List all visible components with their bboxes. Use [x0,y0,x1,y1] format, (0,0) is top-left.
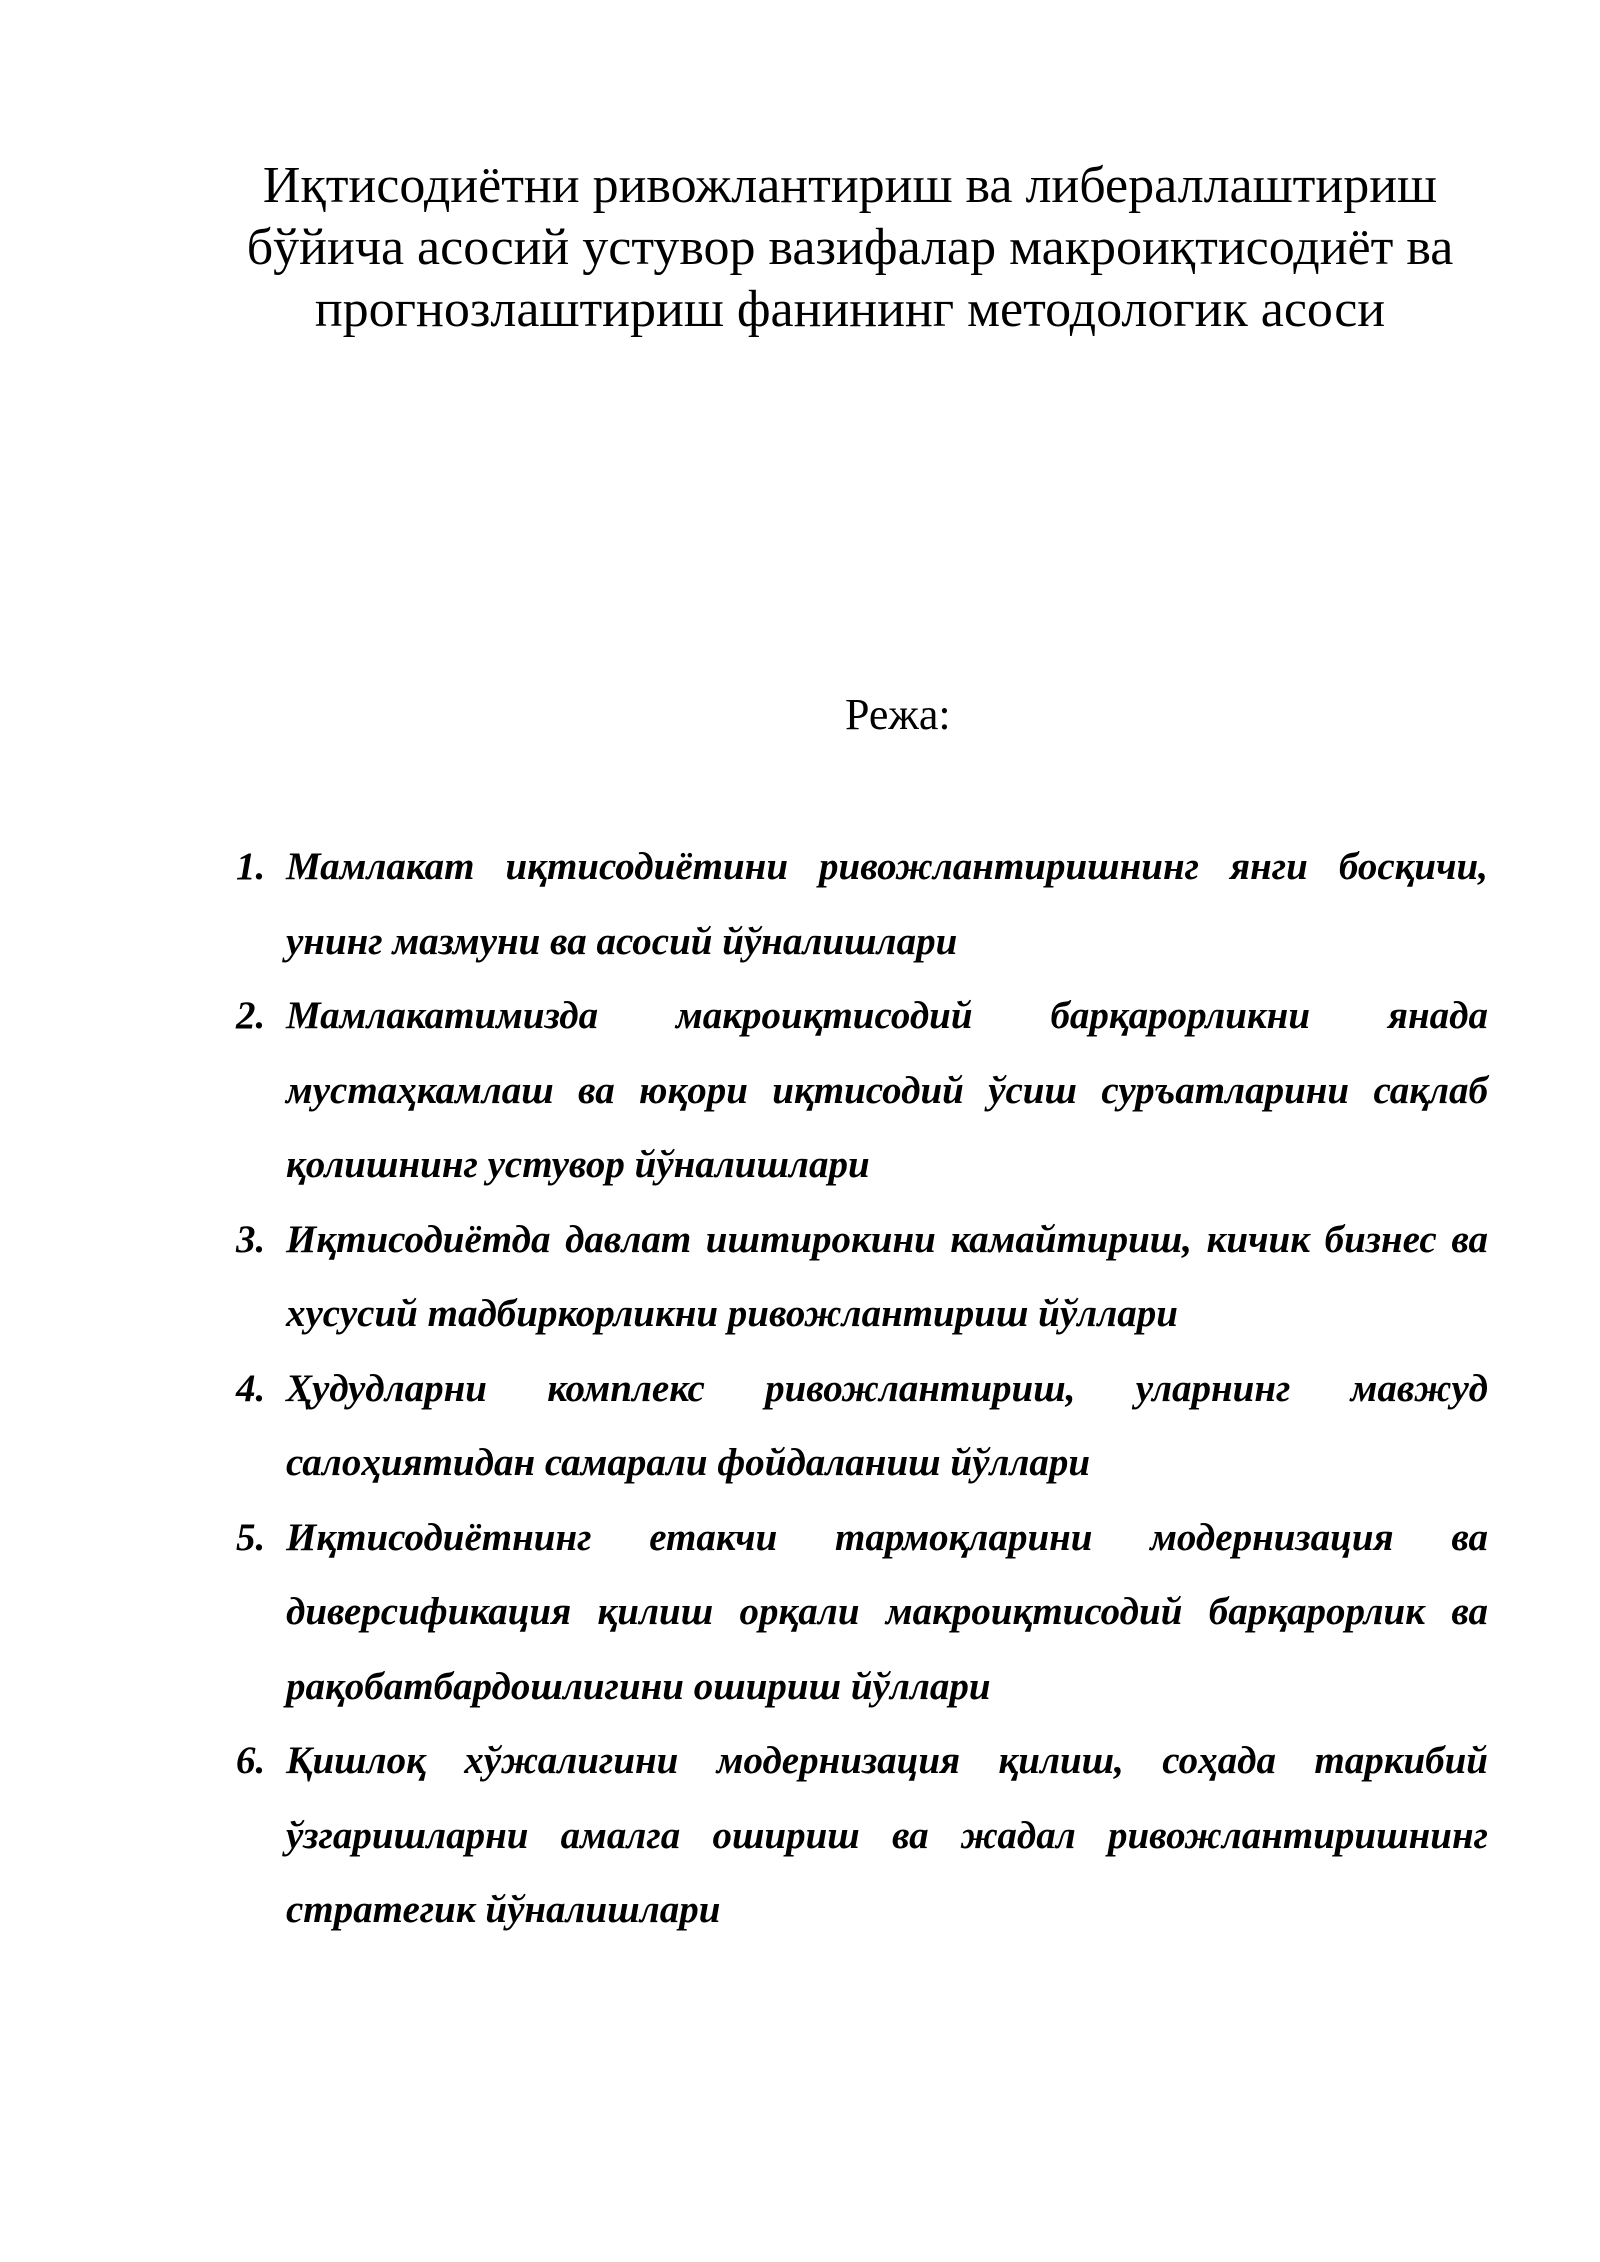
plan-item-text: Мамлакат иқтисодиётини ривожлантиришнинг янги босқичи, унинг мазмуни ва асосий йўналишлари [286,845,1488,963]
plan-item-text: Иқтисодиётнинг етакчи тармоқларини модернизация ва диверсификация қилиш орқали макроиқтисодий барқарорлик ва рақобатбардошлигини ошириш йўллари [286,1515,1488,1708]
plan-item-number: 3. [236,1217,266,1261]
plan-item-2 [236,979,1488,1203]
plan-heading: Режа: [845,690,951,739]
plan-item-5 [236,1501,1488,1725]
plan-item-text: Мамлакатимизда макроиқтисодий барқарорликни янада мустаҳкамлаш ва юқори иқтисодий ўсиш суръатларини сақлаб қолишнинг устувор йўналишлари [286,994,1488,1186]
plan-item-3 [236,1203,1488,1352]
plan-item-4 [236,1352,1488,1501]
plan-item-number: 6. [236,1739,266,1782]
plan-item-text: Қишлоқ хўжалигини модернизация қилиш, соҳада таркибий ўзгаришларни амалга ошириш ва жадал ривожлантиришнинг стратегик йўналишлари [286,1739,1488,1931]
plan-item-number: 2. [236,994,266,1037]
plan-item-6 [236,1724,1488,1948]
plan-item-number: 5. [236,1515,266,1559]
plan-item-number: 4. [236,1366,266,1410]
plan-item-1 [236,830,1488,979]
document-title: Иқтисодиётни ривожлантириш ва либераллаштириш бўйича асосий устувор вазифалар макроиқтисодиёт ва прогнозлаштириш фанининг методологик асоси [246,157,1454,338]
plan-item-number: 1. [236,845,266,888]
plan-list [236,830,1488,1948]
plan-item-text: Иқтисодиётда давлат иштирокини камайтириш, кичик бизнес ва хусусий тадбиркорликни ривожлантириш йўллари [286,1217,1488,1335]
plan-item-text: Ҳудудларни комплекс ривожлантириш, уларнинг мавжуд салоҳиятидан самарали фойдаланиш йўллари [286,1366,1488,1484]
